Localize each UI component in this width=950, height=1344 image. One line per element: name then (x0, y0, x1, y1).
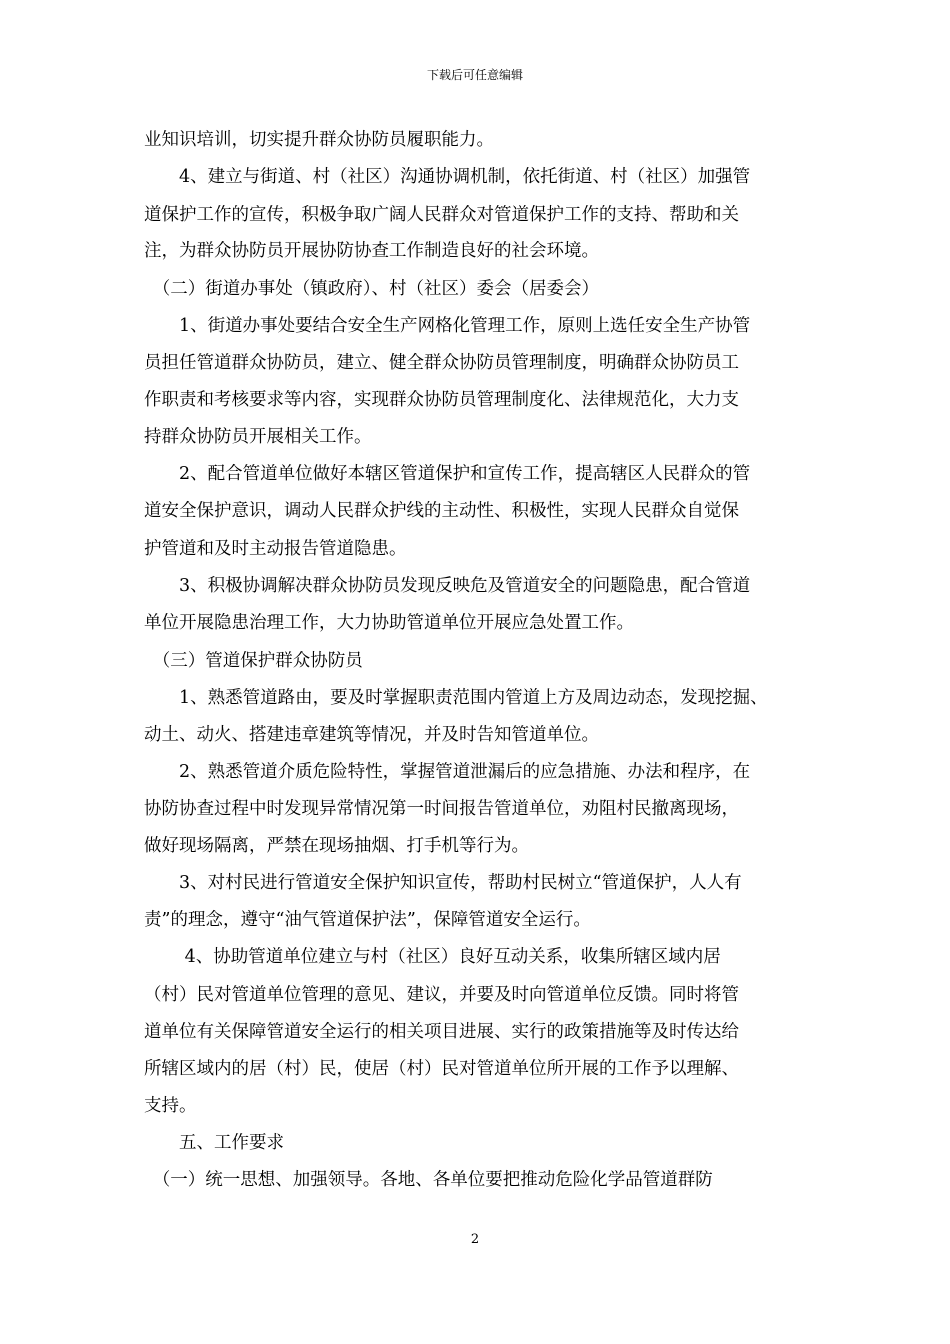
body-line: 做好现场隔离，严禁在现场抽烟、打手机等行为。 (144, 836, 529, 856)
section-heading: 五、工作要求 (144, 1133, 284, 1153)
body-line: 道安全保护意识，调动人民群众护线的主动性、积极性，实现人民群众自觉保 (144, 501, 739, 521)
section-heading: （三）管道保护群众协防员 (144, 651, 363, 671)
section-heading: （二）街道办事处（镇政府）、村（社区）委会（居委会） (144, 279, 599, 299)
body-line: 4、协助管道单位建立与村（社区）良好互动关系，收集所辖区域内居 (144, 947, 721, 967)
body-line: 1、街道办事处要结合安全生产网格化管理工作，原则上选任安全生产协管 (144, 316, 751, 336)
body-line: 2、熟悉管道介质危险特性，掌握管道泄漏后的应急措施、办法和程序，在 (144, 762, 751, 782)
body-line: 员担任管道群众协防员，建立、健全群众协防员管理制度，明确群众协防员工 (144, 353, 739, 373)
body-line: 3、积极协调解决群众协防员发现反映危及管道安全的问题隐患，配合管道 (144, 576, 751, 596)
body-line: 4、建立与街道、村（社区）沟通协调机制，依托街道、村（社区）加强管 (144, 167, 751, 187)
body-line: （村）民对管道单位管理的意见、建议，并要及时向管道单位反馈。同时将管 (144, 985, 739, 1005)
page-number: 2 (470, 1232, 480, 1247)
body-line: 所辖区域内的居（村）民，使居（村）民对管道单位所开展的工作予以理解、 (144, 1059, 739, 1079)
body-line: 2、配合管道单位做好本辖区管道保护和宣传工作，提高辖区人民群众的管 (144, 464, 751, 484)
body-line: 动土、动火、搭建违章建筑等情况，并及时告知管道单位。 (144, 725, 599, 745)
page-header: 下载后可任意编辑 (426, 68, 523, 82)
body-line: 支持。 (144, 1096, 197, 1116)
body-line: 道保护工作的宣传，积极争取广阔人民群众对管道保护工作的支持、帮助和关 (144, 205, 739, 225)
body-line: （一）统一思想、加强领导。各地、各单位要把推动危险化学品管道群防 (144, 1170, 713, 1190)
body-line: 护管道和及时主动报告管道隐患。 (144, 539, 407, 559)
body-line: 业知识培训，切实提升群众协防员履职能力。 (144, 130, 494, 150)
body-line: 注，为群众协防员开展协防协查工作制造良好的社会环境。 (144, 241, 599, 261)
body-line: 道单位有关保障管道安全运行的相关项目进展、实行的政策措施等及时传达给 (144, 1022, 739, 1042)
body-line: 作职责和考核要求等内容，实现群众协防员管理制度化、法律规范化，大力支 (144, 390, 739, 410)
body-line: 持群众协防员开展相关工作。 (144, 427, 372, 447)
body-line: 1、熟悉管道路由，要及时掌握职责范围内管道上方及周边动态，发现挖掘、 (144, 688, 768, 708)
body-line: 单位开展隐患治理工作，大力协助管道单位开展应急处置工作。 (144, 613, 634, 633)
body-line: 责”的理念，遵守“油气管道保护法”，保障管道安全运行。 (144, 910, 591, 930)
body-line: 协防协查过程中时发现异常情况第一时间报告管道单位，劝阻村民撤离现场， (144, 799, 739, 819)
body-line: 3、对村民进行管道安全保护知识宣传，帮助村民树立“管道保护，人人有 (144, 873, 742, 893)
